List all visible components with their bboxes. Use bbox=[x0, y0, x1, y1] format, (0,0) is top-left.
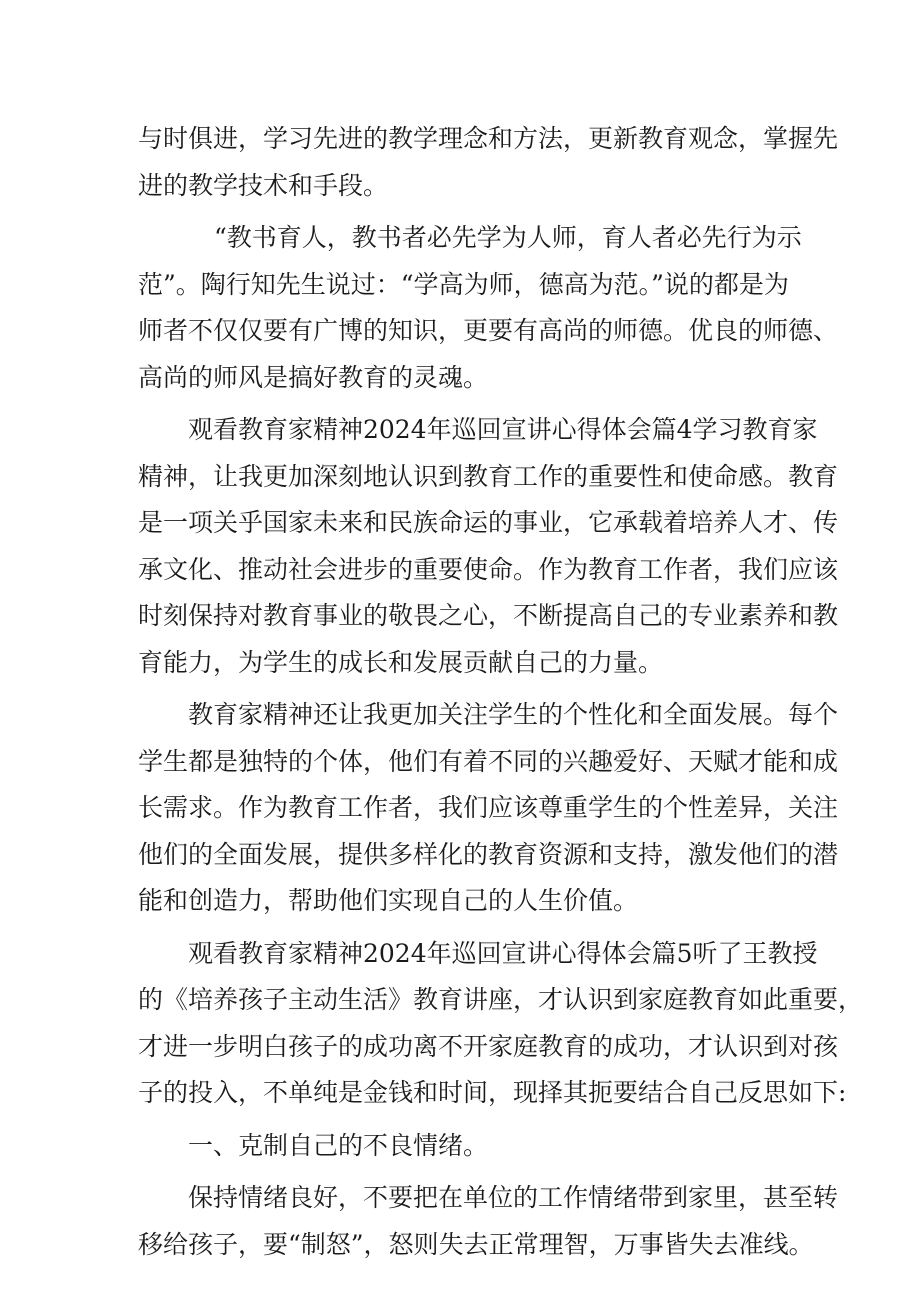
paragraph-article-5 bbox=[138, 931, 864, 1117]
text-line: 观看教育家精神2024年巡回宣讲心得体会篇5听了王教授 bbox=[188, 938, 818, 968]
text-line: 育能力，为学生的成长和发展贡献自己的力量。 bbox=[138, 647, 664, 677]
paragraph-continuation bbox=[138, 116, 839, 209]
text-line: 子的投入，不单纯是金钱和时间，现择其扼要结合自己反思如下: bbox=[138, 1078, 847, 1107]
text-line: 承文化、推动社会进步的重要使命。作为教育工作者，我们应该 bbox=[138, 554, 839, 584]
text-line: 的《培养孩子主动生活》教育讲座，才认识到家庭教育如此重要， bbox=[138, 985, 864, 1014]
text-line: 高尚的师风是搞好教育的灵魂。 bbox=[138, 362, 489, 392]
text-line: 是一项关乎国家未来和民族命运的事业，它承载着培养人才、传 bbox=[138, 508, 839, 537]
text-line: 与时俱进，学习先进的教学理念和方法，更新教育观念，掌握先 bbox=[138, 124, 839, 153]
text-line: 能和创造力，帮助他们实现自己的人生价值。 bbox=[138, 886, 639, 915]
text-line: 精神，让我更加深刻地认识到教育工作的重要性和使命感。教育 bbox=[138, 461, 839, 491]
text-line: “教书育人，教书者必先学为人师，育人者必先行为示 bbox=[214, 223, 802, 252]
paragraph-teacher-ethics bbox=[138, 215, 839, 401]
section-heading bbox=[138, 1123, 786, 1170]
document-body bbox=[138, 116, 864, 1268]
text-line: 教育家精神还让我更加关注学生的个性化和全面发展。每个 bbox=[188, 700, 839, 729]
text-line: 移给孩子，要“制怒”，怒则失去正常理智，万事皆失去准线。 bbox=[138, 1229, 814, 1259]
text-line: 进的教学技术和手段。 bbox=[138, 170, 389, 200]
text-line: 师者不仅仅要有广博的知识，更要有高尚的师德。优良的师德、 bbox=[138, 316, 839, 345]
text-line: 保持情绪良好，不要把在单位的工作情绪带到家里，甚至转 bbox=[188, 1183, 839, 1212]
paragraph-article-4 bbox=[138, 407, 839, 686]
text-line: 他们的全面发展，提供多样化的教育资源和支持，激发他们的潜 bbox=[138, 839, 839, 869]
text-line: 范”。陶行知先生说过：“学高为师，德高为范。”说的都是为 bbox=[138, 269, 789, 299]
text-line: 才进一步明白孩子的成功离不开家庭教育的成功，才认识到对孩 bbox=[138, 1031, 839, 1061]
text-line: 观看教育家精神2024年巡回宣讲心得体会篇4学习教育家 bbox=[188, 415, 818, 444]
text-line: 学生都是独特的个体，他们有着不同的兴趣爱好、天赋才能和成 bbox=[138, 746, 839, 776]
text-line: 长需求。作为教育工作者，我们应该尊重学生的个性差异，关注 bbox=[138, 793, 839, 822]
heading-line: 一、克制自己的不良情绪。 bbox=[188, 1130, 489, 1160]
paragraph-student-development bbox=[138, 692, 839, 925]
paragraph-emotions bbox=[138, 1175, 839, 1268]
text-line: 时刻保持对教育事业的敬畏之心，不断提高自己的专业素养和教 bbox=[138, 601, 839, 630]
